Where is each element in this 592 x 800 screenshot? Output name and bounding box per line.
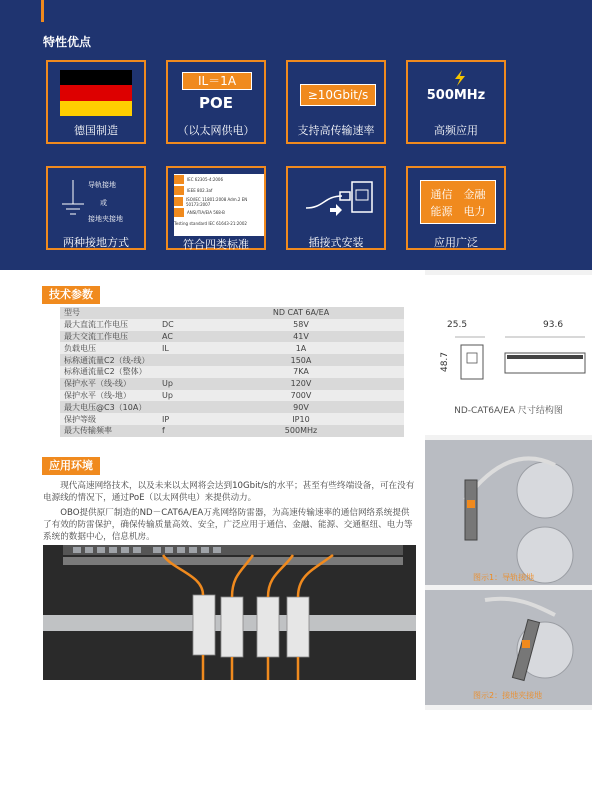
spec-value: 150A xyxy=(290,355,312,365)
rail-grounding-photo xyxy=(425,440,592,585)
spec-unit xyxy=(158,401,198,413)
spec-name: 保护水平（线-线） xyxy=(64,379,131,389)
feature-caption: （以太网供电） xyxy=(177,124,255,137)
feature-card-applications xyxy=(406,166,506,250)
dimension-width-left: 25.5 xyxy=(447,320,468,330)
spec-unit: AC xyxy=(162,331,173,341)
spec-unit: DC xyxy=(162,320,174,330)
spec-value: 7KA xyxy=(293,367,309,377)
spec-name: 型号 xyxy=(64,308,80,318)
accent-mark xyxy=(41,0,44,22)
dimension-caption: ND-CAT6A/EA 尺寸结构图 xyxy=(454,406,563,416)
feature-card-grounding xyxy=(46,166,146,250)
rack-installation-photo xyxy=(43,545,416,680)
app-field: 通信 xyxy=(430,187,453,201)
specs-table xyxy=(60,307,404,437)
application-title: 应用环境 xyxy=(42,457,100,475)
device-outline-icon xyxy=(455,335,587,385)
spec-unit: Up xyxy=(162,390,173,400)
dimension-height: 48.7 xyxy=(440,351,451,373)
spec-row xyxy=(60,413,404,425)
spec-value: 120V xyxy=(290,379,312,389)
feature-card-poe xyxy=(166,60,266,144)
spec-unit xyxy=(158,307,198,319)
features-title: 特性优点 xyxy=(43,35,92,49)
standard-row: IEEE 802.3af xyxy=(174,185,264,196)
standards-list xyxy=(174,174,264,236)
spec-name: 标称通流量C2（线-线） xyxy=(64,355,150,365)
spec-name: 保护等级 xyxy=(64,414,96,424)
dimension-width-right: 93.6 xyxy=(543,320,564,330)
standard-footer: Testing standard IEC 61643-21:2002 xyxy=(174,221,247,226)
feature-caption: 插接式安装 xyxy=(308,236,364,249)
grounding-option-rail: 导轨接地 xyxy=(88,181,116,189)
features-banner xyxy=(0,0,592,270)
application-paragraph-2: OBO提供原厂制造的ND－CAT6A/EA万兆网络防雷器，为高速传输速率的通信网络系统提供了有效的防雷保护，确保传输质量高效、安全，广泛应用于通信、金融、能源、交通枢纽、电力等系统的数据中心，信息机房。 xyxy=(43,508,413,542)
standard-row: IEC 62305-4:2006 xyxy=(174,174,264,185)
standard-row: ISO/IEC 11801:2008 Adm.2 EN 50173:2007 xyxy=(174,196,264,207)
poe-label: POE xyxy=(199,94,233,112)
feature-card-speed xyxy=(286,60,386,144)
application-fields xyxy=(420,180,496,224)
spec-name: 保护水平（线-地） xyxy=(64,390,131,400)
feature-caption: 支持高传输速率 xyxy=(297,124,375,137)
ground-symbol-icon xyxy=(60,180,86,220)
plug-connector-icon xyxy=(304,178,374,222)
spec-value: 41V xyxy=(293,331,309,341)
app-field: 金融 xyxy=(463,187,486,201)
spec-row xyxy=(60,378,404,390)
spec-unit xyxy=(158,354,198,366)
clamp-grounding-photo xyxy=(425,590,592,705)
spec-name: 负载电压 xyxy=(64,343,96,353)
speed-label: ≥10Gbit/s xyxy=(300,84,376,106)
load-current-label: IL＝1A xyxy=(182,72,252,90)
feature-caption: 两种接地方式 xyxy=(63,236,129,249)
feature-caption: 应用广泛 xyxy=(434,236,478,249)
spec-unit xyxy=(158,366,198,378)
spec-row xyxy=(60,425,404,437)
app-field: 能源 xyxy=(430,204,453,218)
spec-row xyxy=(60,366,404,378)
spec-name: 最大电压@C3（10A） xyxy=(64,402,147,412)
spec-value: 90V xyxy=(293,402,309,412)
spec-name: 最大直流工作电压 xyxy=(64,320,128,330)
spec-row xyxy=(60,307,404,319)
feature-caption: 符合四类标准 xyxy=(183,238,249,251)
spec-value: 500MHz xyxy=(284,426,318,436)
frequency-label: 500MHz xyxy=(426,88,486,103)
spec-row xyxy=(60,342,404,354)
spec-unit: IL xyxy=(162,343,169,353)
feature-card-plugin xyxy=(286,166,386,250)
spec-unit: IP xyxy=(162,414,170,424)
standard-row: ANSI/TIA/EIA 568-B xyxy=(174,207,264,218)
feature-caption: 高频应用 xyxy=(434,124,478,137)
spec-row xyxy=(60,331,404,343)
server-illustration xyxy=(425,440,592,585)
app-field: 电力 xyxy=(463,204,486,218)
grounding-or: 或 xyxy=(100,199,107,207)
specs-title: 技术参数 xyxy=(42,286,100,304)
photo1-caption: 图示1：导轨接地 xyxy=(473,573,535,582)
photo2-caption: 图示2：接地夹接地 xyxy=(473,691,543,700)
spec-row xyxy=(60,354,404,366)
dimension-drawing xyxy=(425,275,592,435)
spec-value: 58V xyxy=(293,320,309,330)
spec-name: 标称通流量C2（整体） xyxy=(64,367,147,377)
feature-card-made-in-germany xyxy=(46,60,146,144)
grounding-option-clamp: 接地夹接地 xyxy=(88,215,123,223)
server-illustration xyxy=(425,590,592,705)
feature-card-frequency xyxy=(406,60,506,144)
germany-flag-icon xyxy=(60,70,132,116)
spec-value: IP10 xyxy=(292,414,310,424)
spec-unit: Up xyxy=(162,379,173,389)
spec-unit: f xyxy=(162,426,165,436)
lightning-icon xyxy=(452,70,468,86)
spec-row xyxy=(60,401,404,413)
feature-card-standards xyxy=(166,166,266,250)
spec-name: 最大交流工作电压 xyxy=(64,331,128,341)
spec-row xyxy=(60,319,404,331)
application-paragraph-1: 现代高速网络技术，以及未来以太网将会达到10Gbit/s的水平；甚至有些终端设备，可在没有电源线的情况下，通过PoE（以太网供电）来提供动力。 xyxy=(43,481,415,503)
spec-value: 1A xyxy=(295,343,307,353)
spec-value: ND CAT 6A/EA xyxy=(272,308,330,318)
feature-caption: 德国制造 xyxy=(74,124,118,137)
spec-row xyxy=(60,390,404,402)
rack-illustration xyxy=(43,545,416,680)
spec-name: 最大传输频率 xyxy=(64,426,112,436)
spec-value: 700V xyxy=(290,390,312,400)
